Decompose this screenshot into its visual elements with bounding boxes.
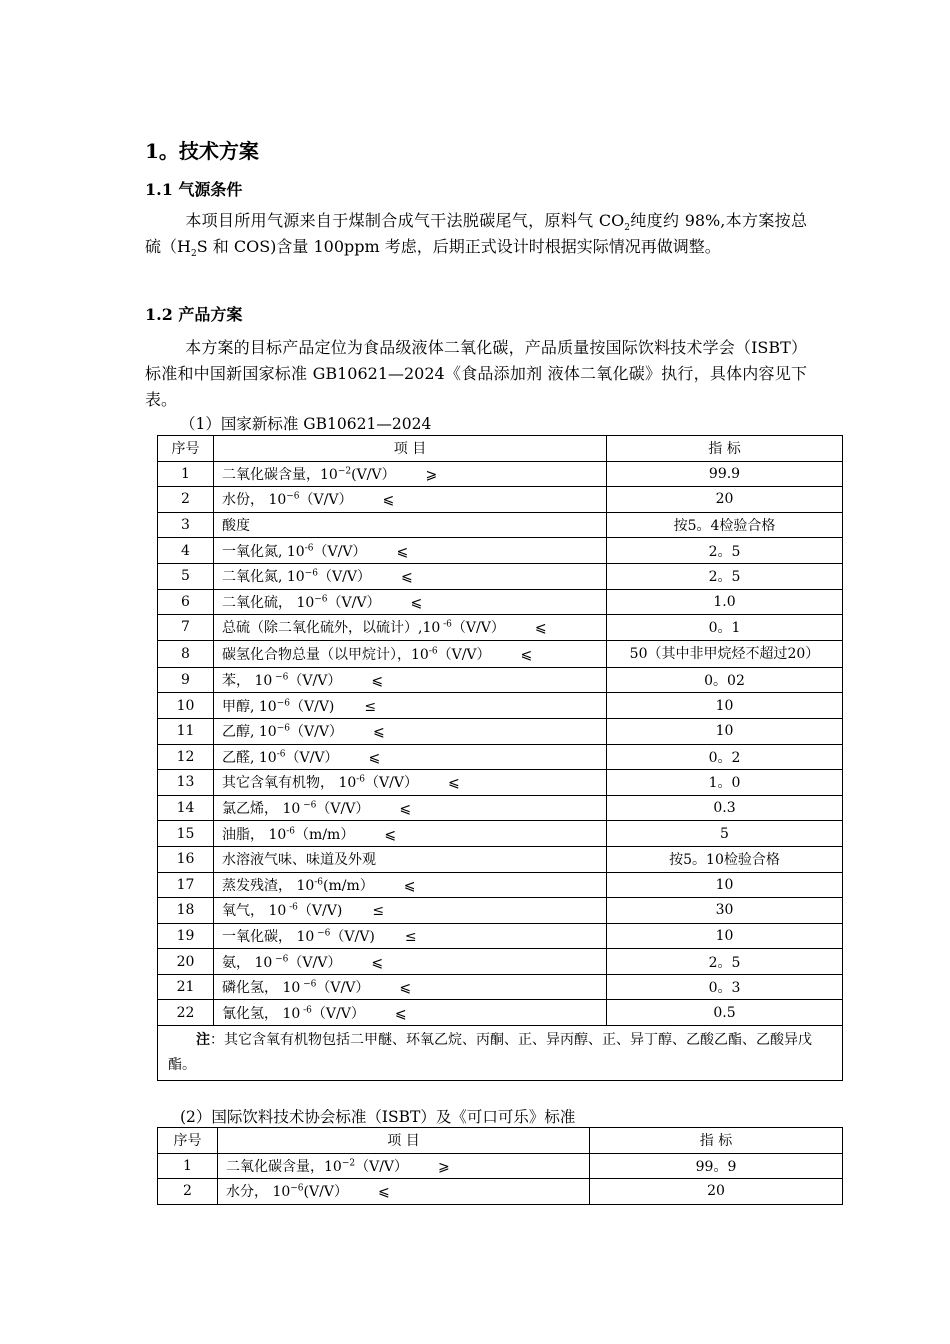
item-name: 氰化氢， 10 bbox=[222, 1005, 301, 1022]
item-exponent: −6 bbox=[272, 672, 289, 683]
item-unit: （V/V) bbox=[290, 698, 335, 715]
item-operator: ⩽ bbox=[400, 569, 413, 586]
item-operator: ⩽ bbox=[372, 724, 385, 741]
item-name: 水份， 10 bbox=[222, 492, 287, 509]
note-text: ：其它含氧有机物包括二甲醚、环氧乙烷、丙酮、正、异丙醇、正、异丁醇、乙酸乙酯、乙酸异戊酯。 bbox=[168, 1032, 812, 1074]
row-value: 0。2 bbox=[607, 744, 843, 770]
row-value: 5 bbox=[607, 821, 843, 847]
table-row bbox=[158, 538, 843, 564]
item-exponent: −6 bbox=[304, 568, 318, 579]
row-no: 17 bbox=[158, 872, 214, 898]
item-unit: （V/V) bbox=[297, 903, 343, 920]
table-row bbox=[158, 949, 843, 975]
row-no: 4 bbox=[158, 538, 214, 564]
item-operator: ⩾ bbox=[438, 1158, 450, 1175]
item-name: 水溶液气味、味道及外观 bbox=[222, 852, 376, 869]
row-no: 3 bbox=[158, 512, 214, 538]
table-row bbox=[158, 589, 843, 615]
item-exponent: −2 bbox=[337, 466, 352, 477]
row-no: 11 bbox=[158, 718, 214, 744]
item-exponent: −6 bbox=[300, 979, 317, 990]
item-exponent: −6 bbox=[276, 723, 290, 734]
table1-caption: （1）国家新标准 GB10621—2024 bbox=[180, 415, 432, 433]
table-row bbox=[158, 667, 843, 693]
item-exponent: −6 bbox=[276, 697, 290, 708]
item-name: 氨， 10 bbox=[222, 954, 273, 971]
row-value: 0.5 bbox=[607, 1000, 843, 1026]
row-item bbox=[214, 718, 607, 744]
item-operator: ⩽ bbox=[520, 646, 533, 663]
table-row bbox=[158, 640, 843, 667]
row-no: 6 bbox=[158, 589, 214, 615]
item-name: 磷化氢， 10 bbox=[222, 980, 301, 997]
item-name: 水分， 10 bbox=[226, 1184, 291, 1201]
row-no: 1 bbox=[158, 1153, 218, 1179]
table-note bbox=[158, 1026, 843, 1081]
row-no: 1 bbox=[158, 461, 214, 487]
row-value: 1。0 bbox=[607, 770, 843, 796]
row-item bbox=[214, 846, 607, 872]
row-value: 20 bbox=[607, 487, 843, 513]
row-no: 21 bbox=[158, 974, 214, 1000]
item-name: 乙醇, 10 bbox=[222, 724, 277, 741]
subsection-title-gas-source: 1.1 气源条件 bbox=[145, 180, 243, 199]
item-operator: ≤ bbox=[364, 698, 377, 715]
item-unit: （V/V） bbox=[299, 492, 353, 509]
item-unit: （V/V) bbox=[330, 928, 375, 945]
item-unit: （V/V） bbox=[313, 543, 367, 560]
row-no: 19 bbox=[158, 923, 214, 949]
row-value: 10 bbox=[607, 693, 843, 719]
item-exponent: −6 bbox=[272, 953, 289, 964]
item-name: 油脂， 10 bbox=[222, 826, 287, 843]
item-unit: （V/V） bbox=[327, 594, 381, 611]
item-name: 乙醛, 10 bbox=[222, 749, 277, 766]
row-item bbox=[214, 770, 607, 796]
item-exponent: −2 bbox=[341, 1158, 356, 1169]
item-unit: （V/V） bbox=[288, 673, 342, 690]
note-label: 注 bbox=[196, 1032, 210, 1049]
item-name: 碳氢化合物总量（以甲烷计），10 bbox=[222, 646, 429, 663]
item-name: 一氧化碳， 10 bbox=[222, 928, 315, 945]
row-no: 14 bbox=[158, 795, 214, 821]
table-header-row bbox=[158, 1128, 843, 1154]
table-row bbox=[158, 461, 843, 487]
item-exponent: -6 bbox=[440, 619, 452, 630]
item-operator: ⩽ bbox=[399, 801, 412, 818]
item-exponent: −6 bbox=[314, 928, 331, 939]
item-exponent: −6 bbox=[314, 594, 328, 605]
item-operator: ⩽ bbox=[394, 1005, 407, 1022]
row-value: 0。1 bbox=[607, 615, 843, 641]
row-no: 8 bbox=[158, 640, 214, 667]
row-no: 20 bbox=[158, 949, 214, 975]
item-unit: （V/V） bbox=[290, 724, 343, 741]
table-header-row bbox=[158, 436, 843, 462]
item-name: 甲醇, 10 bbox=[222, 698, 277, 715]
row-value: 0。3 bbox=[607, 974, 843, 1000]
row-item bbox=[214, 744, 607, 770]
item-name: 二氧化碳含量，10 bbox=[226, 1158, 342, 1175]
item-exponent: -6 bbox=[314, 877, 324, 888]
item-name: 苯， 10 bbox=[222, 673, 273, 690]
row-value: 按5。4检验合格 bbox=[607, 512, 843, 538]
row-value: 2。5 bbox=[607, 563, 843, 589]
item-operator: ⩽ bbox=[403, 877, 416, 894]
item-name: 二氧化氮, 10 bbox=[222, 569, 305, 586]
item-unit: （V/V） bbox=[318, 569, 371, 586]
row-item bbox=[214, 949, 607, 975]
table-row bbox=[158, 795, 843, 821]
row-item bbox=[214, 563, 607, 589]
item-operator: ≤ bbox=[404, 928, 417, 945]
row-no: 18 bbox=[158, 898, 214, 924]
item-exponent: -6 bbox=[276, 749, 286, 760]
row-item bbox=[214, 487, 607, 513]
row-item bbox=[214, 589, 607, 615]
item-name: 蒸发残渣， 10 bbox=[222, 877, 315, 894]
row-value: 0。02 bbox=[607, 667, 843, 693]
row-item bbox=[214, 923, 607, 949]
table-row bbox=[158, 872, 843, 898]
row-no: 12 bbox=[158, 744, 214, 770]
paragraph-product-plan: 本方案的目标产品定位为食品级液体二氧化碳，产品质量按国际饮料技术学会（ISBT）标准和中国新国家标准 GB10621—2024《食品添加剂 液体二氧化碳》执行，具体内容见下表。 bbox=[145, 338, 807, 409]
item-exponent: -6 bbox=[304, 543, 314, 554]
table2-caption: (2）国际饮料技术协会标准（ISBT）及《可口可乐》标准 bbox=[180, 1108, 576, 1126]
item-operator: ⩽ bbox=[396, 543, 409, 560]
row-value: 10 bbox=[607, 718, 843, 744]
row-item bbox=[214, 795, 607, 821]
item-unit: （V/V） bbox=[365, 775, 418, 792]
item-operator: ⩽ bbox=[371, 954, 384, 971]
row-item bbox=[214, 693, 607, 719]
row-value: 2。5 bbox=[607, 538, 843, 564]
item-unit: （V/V） bbox=[437, 646, 491, 663]
item-operator: ⩽ bbox=[447, 775, 460, 792]
item-name: 二氧化碳含量，10 bbox=[222, 466, 338, 483]
item-unit: （V/V） bbox=[451, 620, 505, 637]
item-operator: ⩽ bbox=[377, 1184, 390, 1201]
row-item bbox=[214, 512, 607, 538]
row-item bbox=[218, 1153, 590, 1179]
table-row bbox=[158, 744, 843, 770]
item-operator: ⩾ bbox=[425, 466, 438, 483]
item-exponent: -6 bbox=[356, 774, 366, 785]
row-no: 5 bbox=[158, 563, 214, 589]
row-value: 1.0 bbox=[607, 589, 843, 615]
row-item bbox=[214, 898, 607, 924]
item-exponent: -6 bbox=[286, 825, 296, 836]
row-no: 16 bbox=[158, 846, 214, 872]
row-value: 2。5 bbox=[607, 949, 843, 975]
row-no: 22 bbox=[158, 1000, 214, 1026]
item-unit: （m/m） bbox=[295, 826, 355, 843]
item-name: 氧气， 10 bbox=[222, 903, 287, 920]
item-operator: ⩽ bbox=[371, 673, 384, 690]
row-value: 0.3 bbox=[607, 795, 843, 821]
item-unit: （V/V） bbox=[285, 749, 339, 766]
item-operator: ⩽ bbox=[382, 492, 395, 509]
row-no: 10 bbox=[158, 693, 214, 719]
row-item bbox=[214, 821, 607, 847]
item-exponent: −6 bbox=[300, 800, 317, 811]
header-item: 项 目 bbox=[218, 1128, 590, 1154]
row-value: 99。9 bbox=[590, 1153, 843, 1179]
item-name: 二氧化硫， 10 bbox=[222, 594, 315, 611]
row-value: 30 bbox=[607, 898, 843, 924]
row-item bbox=[214, 667, 607, 693]
row-value: 按5。10检验合格 bbox=[607, 846, 843, 872]
table-row bbox=[158, 821, 843, 847]
table-row bbox=[158, 487, 843, 513]
row-item bbox=[214, 974, 607, 1000]
header-item: 项 目 bbox=[214, 436, 607, 462]
standard-table-gb10621 bbox=[157, 435, 843, 1081]
table-row bbox=[158, 1000, 843, 1026]
header-index: 指 标 bbox=[590, 1128, 843, 1154]
table-row bbox=[158, 718, 843, 744]
row-value: 20 bbox=[590, 1179, 843, 1205]
header-index: 指 标 bbox=[607, 436, 843, 462]
item-operator: ≤ bbox=[372, 903, 385, 920]
item-unit: （V/V） bbox=[316, 980, 370, 997]
item-exponent: −6 bbox=[290, 1183, 304, 1194]
table-row bbox=[158, 1179, 843, 1205]
item-unit: （V/V） bbox=[288, 954, 342, 971]
item-unit: (V/V） bbox=[351, 466, 396, 483]
item-exponent: −6 bbox=[286, 491, 300, 502]
item-operator: ⩽ bbox=[534, 620, 547, 637]
table-row bbox=[158, 846, 843, 872]
item-name: 一氧化氮, 10 bbox=[222, 543, 305, 560]
item-exponent: -6 bbox=[300, 1005, 312, 1016]
table-row bbox=[158, 693, 843, 719]
item-unit: （V/V） bbox=[355, 1158, 409, 1175]
table-row bbox=[158, 512, 843, 538]
item-name: 酸度 bbox=[222, 518, 250, 535]
row-no: 2 bbox=[158, 487, 214, 513]
item-exponent: -6 bbox=[428, 646, 438, 657]
item-unit: （V/V） bbox=[311, 1005, 365, 1022]
header-no: 序号 bbox=[158, 436, 214, 462]
row-item bbox=[214, 461, 607, 487]
subsection-title-product-plan: 1.2 产品方案 bbox=[145, 305, 243, 324]
item-exponent: -6 bbox=[286, 902, 298, 913]
item-unit: (m/m） bbox=[323, 877, 374, 894]
row-no: 7 bbox=[158, 615, 214, 641]
row-item bbox=[214, 872, 607, 898]
table-row bbox=[158, 770, 843, 796]
row-no: 13 bbox=[158, 770, 214, 796]
row-value: 99.9 bbox=[607, 461, 843, 487]
item-name: 氯乙烯， 10 bbox=[222, 801, 301, 818]
item-operator: ⩽ bbox=[399, 980, 412, 997]
row-value: 10 bbox=[607, 923, 843, 949]
row-item bbox=[214, 615, 607, 641]
paragraph-gas-source: 本项目所用气源来自于煤制合成气干法脱碳尾气，原料气 $CO_2$纯度约 98%,本方案按总硫（$H_2S$ 和 COS)含量 100ppm 考虑，后期正式设计时根据实际情况再做调整。 bbox=[145, 211, 807, 260]
section-heading: 1。技术方案 bbox=[145, 139, 259, 163]
row-value: 10 bbox=[607, 872, 843, 898]
row-item bbox=[214, 1000, 607, 1026]
item-unit: (V/V） bbox=[303, 1184, 348, 1201]
row-no: 9 bbox=[158, 667, 214, 693]
table-row bbox=[158, 923, 843, 949]
row-item bbox=[218, 1179, 590, 1205]
header-no: 序号 bbox=[158, 1128, 218, 1154]
item-unit: （V/V） bbox=[316, 801, 370, 818]
row-item bbox=[214, 538, 607, 564]
table-row bbox=[158, 563, 843, 589]
item-operator: ⩽ bbox=[410, 594, 423, 611]
standard-table-isbt bbox=[157, 1127, 843, 1205]
row-value: 50（其中非甲烷烃不超过20） bbox=[607, 640, 843, 667]
table-row bbox=[158, 898, 843, 924]
row-item bbox=[214, 640, 607, 667]
table-row bbox=[158, 615, 843, 641]
item-name: 其它含氧有机物， 10 bbox=[222, 775, 357, 792]
row-no: 15 bbox=[158, 821, 214, 847]
table-note-row bbox=[158, 1026, 843, 1081]
item-operator: ⩽ bbox=[368, 749, 381, 766]
table-row bbox=[158, 974, 843, 1000]
table-row bbox=[158, 1153, 843, 1179]
item-operator: ⩽ bbox=[384, 826, 397, 843]
item-name: 总硫（除二氧化硫外，以硫计）,10 bbox=[222, 620, 441, 637]
row-no: 2 bbox=[158, 1179, 218, 1205]
